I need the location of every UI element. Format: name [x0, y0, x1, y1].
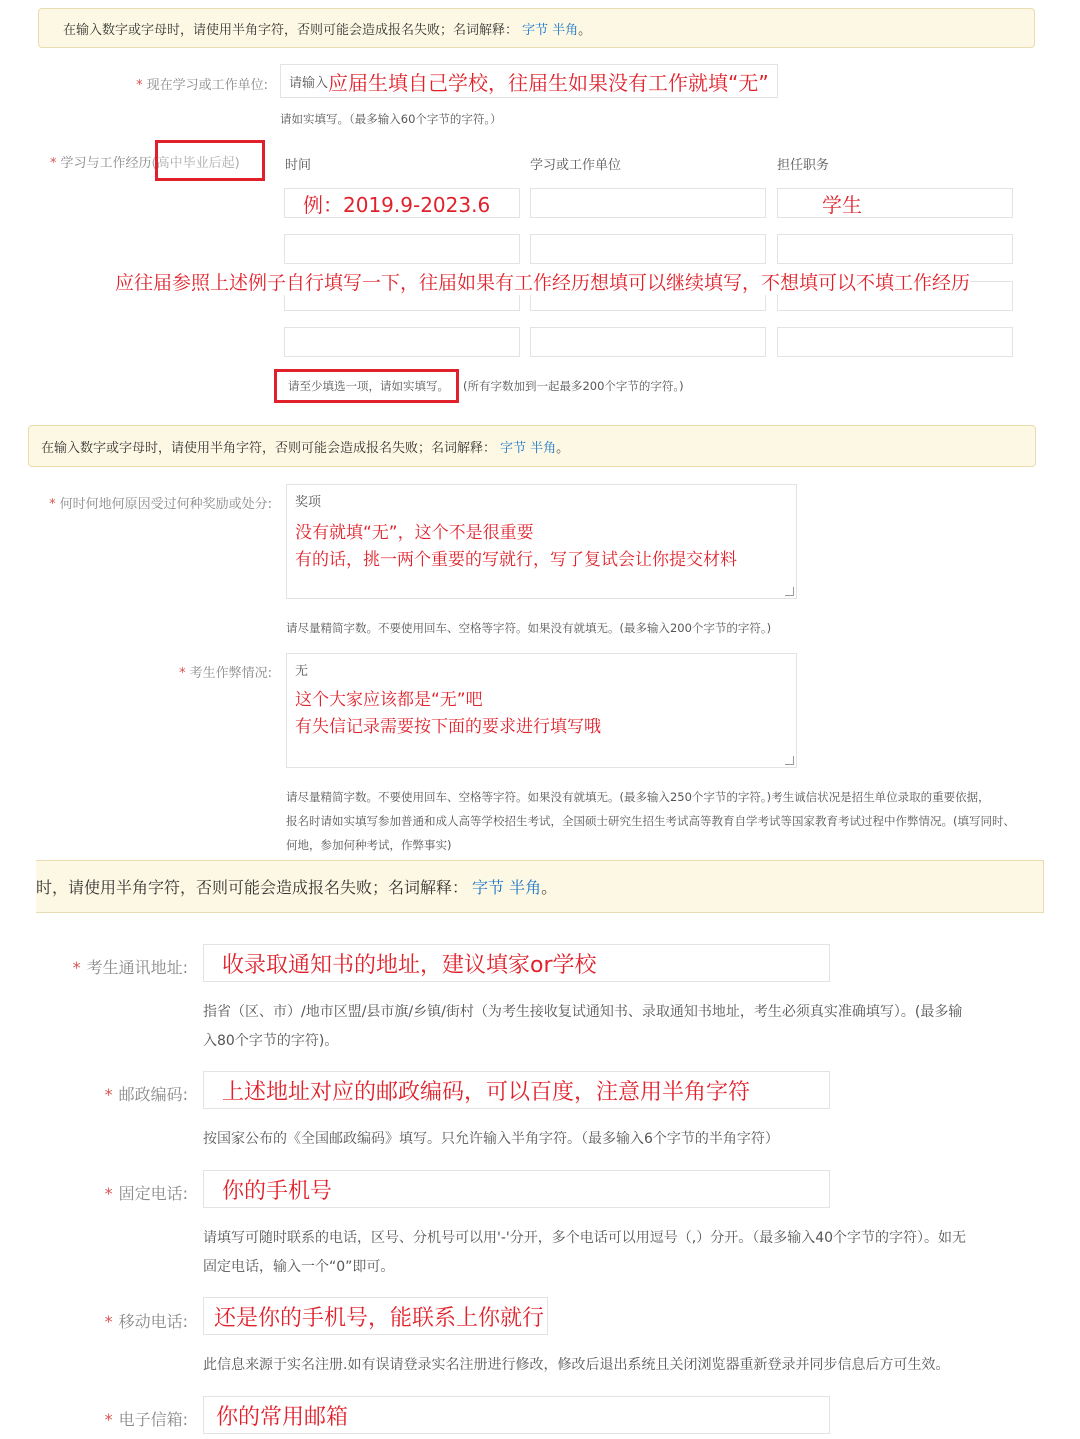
postcode-input[interactable] [203, 1071, 830, 1109]
exp-time-input[interactable] [284, 188, 520, 218]
cheating-annotation-2: 有失信记录需要按下面的要求进行填写哦 [295, 717, 601, 737]
address-label [73, 955, 188, 978]
awards-label [49, 493, 272, 512]
experience-label-text: 学习与工作经历 [60, 156, 152, 171]
notice-end: 。 [556, 440, 570, 456]
experience-hint-rest: (所有字数加到一起最多200个字节的字符。) [463, 379, 684, 393]
cheating-hint-1: 请尽量精简字数。不要使用回车、空格等字符。如果没有就填无。(最多输入250个字节的字符。)考生诚信状况是招生单位录取的重要依据， [286, 790, 990, 804]
exp-unit-input[interactable] [530, 327, 766, 357]
resize-handle[interactable] [785, 587, 794, 596]
col-unit-header: 学习或工作单位 [530, 158, 622, 173]
cheating-hint-3: 何地，参加何种考试，作弊事实) [286, 838, 452, 852]
email-input[interactable] [203, 1396, 830, 1434]
cheating-annotation-1: 这个大家应该都是“无”吧 [295, 690, 483, 710]
workplace-input[interactable] [280, 64, 778, 98]
awards-value: 奖项 [295, 495, 322, 510]
col-role-header: 担任职务 [777, 158, 830, 173]
landline-hint-2: 固定电话，输入一个“0”即可。 [203, 1259, 395, 1275]
col-time-header: 时间 [285, 158, 312, 173]
landline-annotation: 你的手机号 [222, 1178, 333, 1204]
awards-hint: 请尽量精简字数。不要使用回车、空格等字符。如果没有就填无。(最多输入200个字节的字符。) [286, 621, 772, 635]
landline-input[interactable] [203, 1170, 830, 1208]
workplace-label [136, 74, 268, 93]
required-star: * [104, 1410, 113, 1429]
experience-hint-boxed: 请至少填选一项，请如实填写。 [288, 379, 449, 393]
workplace-placeholder: 请输入 [289, 75, 329, 91]
mobile-label [105, 1309, 188, 1332]
required-star: * [50, 156, 57, 171]
awards-annotation-1: 没有就填“无”，这个不是很重要 [295, 523, 534, 543]
mobile-annotation: 还是你的手机号，能联系上你就行 [214, 1305, 545, 1331]
address-hint-1: 指省（区、市）/地市区盟/县市旗/乡镇/街村（为考生接收复试通知书、录取通知书地址，考生必须真实准确填写）。(最多输 [203, 1004, 963, 1020]
email-annotation: 你的常用邮箱 [216, 1404, 349, 1430]
glossary-link[interactable]: 字节 半角 [472, 878, 542, 897]
postcode-label [105, 1082, 188, 1105]
address-input[interactable] [203, 944, 830, 982]
example-role: 学生 [822, 192, 862, 217]
notice-text: 在输入数字或字母时，请使用半角字符，否则可能会造成报名失败；名词解释： [63, 22, 519, 38]
exp-role-input[interactable] [777, 327, 1013, 357]
awards-annotation-2: 有的话，挑一两个重要的写就行，写了复试会让你提交材料 [295, 550, 737, 570]
landline-label-text: 固定电话: [118, 1184, 188, 1203]
notice-text: 在输入数字或字母时，请使用半角字符，否则可能会造成报名失败；名词解释： [41, 440, 497, 456]
glossary-link[interactable]: 字节 半角 [522, 22, 579, 38]
workplace-label-text: 现在学习或工作单位: [146, 78, 268, 93]
experience-label-note: (高中毕业后起) [151, 156, 240, 171]
address-hint [203, 998, 962, 1056]
notice-banner [28, 425, 1036, 467]
exp-time-input[interactable] [284, 327, 520, 357]
exp-unit-input[interactable] [530, 234, 766, 264]
address-label-text: 考生通讯地址: [86, 958, 188, 977]
required-star: * [136, 78, 143, 93]
mobile-hint: 此信息来源于实名注册.如有误请登录实名注册进行修改，修改后退出系统且关闭浏览器重新登录并同步信息后方可生效。 [203, 1357, 950, 1373]
landline-hint-1: 请填写可随时联系的电话，区号、分机号可以用'-'分开，多个电话可以用逗号（,）分开。（最多输入40个字节的字符）。如无 [203, 1230, 967, 1246]
mobile-label-text: 移动电话: [118, 1312, 188, 1331]
required-star: * [72, 958, 81, 977]
exp-unit-input[interactable] [530, 188, 766, 218]
experience-annotation: 应往届参照上述例子自行填写一下，往届如果有工作经历想填可以继续填写，不想填可以不填工作经历 [115, 268, 970, 295]
workplace-hint: 请如实填写。（最多输入60个字节的字符。） [280, 112, 502, 126]
exp-time-input[interactable] [284, 234, 520, 264]
resize-handle[interactable] [785, 756, 794, 765]
awards-label-text: 何时何地何原因受过何种奖励或处分: [59, 497, 272, 512]
notice-banner [38, 8, 1035, 48]
experience-hint [288, 374, 684, 398]
cheating-hint [286, 785, 1015, 857]
cheating-label-text: 考生作弊情况: [189, 666, 272, 681]
landline-hint [203, 1224, 966, 1282]
required-star: * [104, 1184, 113, 1203]
awards-textarea[interactable] [286, 484, 797, 599]
notice-text: 时，请使用半角字符，否则可能会造成报名失败；名词解释： [36, 878, 469, 897]
cheating-hint-2: 报名时请如实填写参加普通和成人高等学校招生考试，全国硕士研究生招生考试高等教育自学考试等国家教育考试过程中作弊情况。(填写同时、 [286, 814, 1015, 828]
required-star: * [49, 497, 56, 512]
address-hint-2: 入80个字节的字符)。 [203, 1033, 339, 1049]
required-star: * [104, 1312, 113, 1331]
highlight-box [155, 140, 265, 181]
cheating-label [179, 662, 272, 681]
postcode-label-text: 邮政编码: [118, 1085, 188, 1104]
address-annotation: 收录取通知书的地址，建议填家or学校 [222, 952, 597, 978]
landline-label [105, 1181, 188, 1204]
email-label-text: 电子信箱: [118, 1410, 188, 1429]
postcode-hint: 按国家公布的《全国邮政编码》填写。只允许输入半角字符。（最多输入6个字节的半角字符） [203, 1131, 779, 1147]
email-label [105, 1407, 188, 1430]
workplace-annotation: 应届生填自己学校，往届生如果没有工作就填“无” [328, 70, 769, 95]
postcode-annotation: 上述地址对应的邮政编码，可以百度，注意用半角字符 [222, 1079, 751, 1105]
example-time: 例：2019.9-2023.6 [303, 192, 491, 217]
notice-end: 。 [578, 22, 592, 38]
required-star: * [179, 666, 186, 681]
cheating-textarea[interactable] [286, 653, 797, 768]
exp-role-input[interactable] [777, 188, 1013, 218]
notice-end: 。 [541, 878, 558, 897]
required-star: * [104, 1085, 113, 1104]
exp-role-input[interactable] [777, 234, 1013, 264]
glossary-link[interactable]: 字节 半角 [500, 440, 557, 456]
cheating-value: 无 [295, 664, 309, 679]
notice-banner [36, 860, 1044, 913]
mobile-input[interactable] [203, 1297, 548, 1335]
